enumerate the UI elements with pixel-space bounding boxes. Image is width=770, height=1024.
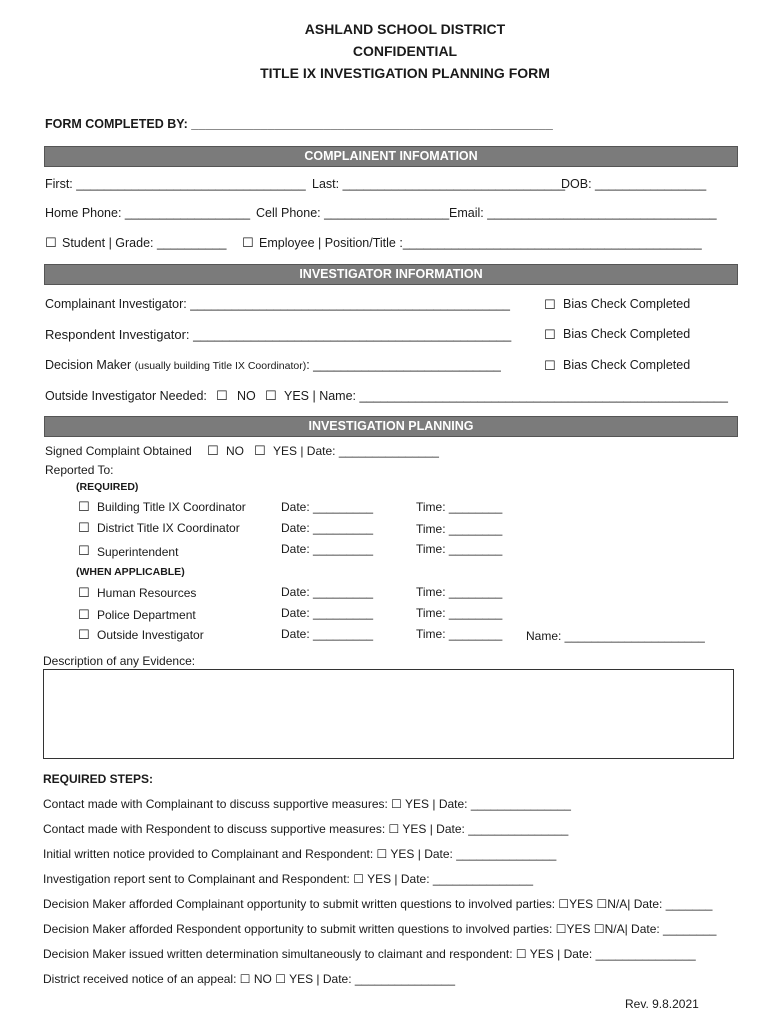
outside-investigator-date[interactable]: Date: _________ xyxy=(281,627,374,641)
step-appeal-notice[interactable]: District received notice of an appeal: ☐ NO ☐ YES | Date: _______________ xyxy=(43,972,455,986)
outside-no-label: NO xyxy=(237,389,256,403)
complainant-section-header: COMPLAINENT INFOMATION xyxy=(44,146,738,167)
employee-position-field[interactable]: Employee | Position/Title :___________________________________________ xyxy=(259,236,702,250)
dob-field[interactable]: DOB: ________________ xyxy=(561,177,707,191)
outside-no-checkbox[interactable]: ☐ xyxy=(216,388,228,403)
when-applicable-label: (WHEN APPLICABLE) xyxy=(76,566,185,578)
district-coordinator-time[interactable]: Time: ________ xyxy=(416,522,503,536)
signed-no-label: NO xyxy=(226,444,244,458)
employee-checkbox[interactable]: ☐ xyxy=(242,235,254,250)
police-department-label: Police Department xyxy=(97,608,196,622)
outside-yes-checkbox[interactable]: ☐ xyxy=(265,388,277,403)
decision-maker-field[interactable] xyxy=(45,358,501,372)
human-resources-checkbox[interactable]: ☐ xyxy=(78,585,90,600)
evidence-text-box[interactable] xyxy=(43,669,734,759)
signed-yes-checkbox[interactable]: ☐ xyxy=(254,443,266,458)
step-respondent-questions[interactable]: Decision Maker afforded Respondent opportunity to submit written questions to involved parties: ☐YES ☐N/A| Date: ________ xyxy=(43,922,717,936)
outside-investigator-label: Outside Investigator Needed: xyxy=(45,389,207,403)
outside-investigator-name[interactable]: Name: _____________________ xyxy=(526,629,705,643)
building-coordinator-date[interactable]: Date: _________ xyxy=(281,500,374,514)
bias-check-label: Bias Check Completed xyxy=(563,358,691,372)
building-coordinator-time[interactable]: Time: ________ xyxy=(416,500,503,514)
signed-date-field[interactable]: YES | Date: _______________ xyxy=(273,444,439,458)
student-checkbox[interactable]: ☐ xyxy=(45,235,57,250)
superintendent-time[interactable]: Time: ________ xyxy=(416,542,503,556)
human-resources-date[interactable]: Date: _________ xyxy=(281,585,374,599)
first-name-field[interactable]: First: _________________________________ xyxy=(45,177,306,191)
form-completed-by-field[interactable]: FORM COMPLETED BY: ____________________________________________________ xyxy=(45,117,553,131)
investigator-section-header: INVESTIGATOR INFORMATION xyxy=(44,264,738,285)
header-district: ASHLAND SCHOOL DISTRICT xyxy=(304,21,506,37)
email-field[interactable]: Email: _________________________________ xyxy=(449,206,717,220)
police-department-date[interactable]: Date: _________ xyxy=(281,606,374,620)
decision-maker-blank[interactable]: : ___________________________ xyxy=(306,358,501,372)
complainant-investigator-field[interactable]: Complainant Investigator: ______________________________________________ xyxy=(45,297,511,311)
superintendent-label: Superintendent xyxy=(97,545,179,559)
bias-check-label: Bias Check Completed xyxy=(563,327,691,341)
outside-investigator-time[interactable]: Time: ________ xyxy=(416,627,503,641)
police-department-time[interactable]: Time: ________ xyxy=(416,606,503,620)
signed-no-checkbox[interactable]: ☐ xyxy=(207,443,219,458)
student-grade-field[interactable]: Student | Grade: __________ xyxy=(62,236,227,250)
superintendent-checkbox[interactable]: ☐ xyxy=(78,543,90,558)
bias-check-respondent-checkbox[interactable]: ☐ xyxy=(544,327,556,342)
respondent-investigator-field[interactable]: Respondent Investigator: ____________________________________________ xyxy=(45,327,512,342)
step-initial-notice[interactable]: Initial written notice provided to Complainant and Respondent: ☐ YES | Date: _______________ xyxy=(43,847,557,861)
bias-check-complainant-checkbox[interactable]: ☐ xyxy=(544,297,556,312)
police-department-checkbox[interactable]: ☐ xyxy=(78,607,90,622)
signed-complaint-label: Signed Complaint Obtained xyxy=(45,444,192,458)
bias-check-decision-maker-checkbox[interactable]: ☐ xyxy=(544,358,556,373)
building-coordinator-label: Building Title IX Coordinator xyxy=(97,500,246,514)
form-title: TITLE IX INVESTIGATION PLANNING FORM xyxy=(260,65,550,81)
header-confidential: CONFIDENTIAL xyxy=(352,43,458,59)
required-label: (REQUIRED) xyxy=(76,481,139,493)
step-contact-complainant[interactable]: Contact made with Complainant to discuss supportive measures: ☐ YES | Date: _______________ xyxy=(43,797,571,811)
step-investigation-report[interactable]: Investigation report sent to Complainant and Respondent: ☐ YES | Date: _______________ xyxy=(43,872,533,886)
step-contact-respondent[interactable]: Contact made with Respondent to discuss supportive measures: ☐ YES | Date: _______________ xyxy=(43,822,569,836)
district-coordinator-checkbox[interactable]: ☐ xyxy=(78,520,90,535)
revision-date: Rev. 9.8.2021 xyxy=(625,997,699,1011)
outside-investigator-row-label: Outside Investigator xyxy=(97,628,204,642)
human-resources-label: Human Resources xyxy=(97,586,197,600)
evidence-label: Description of any Evidence: xyxy=(43,654,196,668)
last-name-field[interactable]: Last: ________________________________ xyxy=(312,177,566,191)
required-steps-heading: REQUIRED STEPS: xyxy=(43,772,154,786)
reported-to-label: Reported To: xyxy=(45,463,114,477)
district-coordinator-label: District Title IX Coordinator xyxy=(97,521,240,535)
step-complainant-questions[interactable]: Decision Maker afforded Complainant opportunity to submit written questions to involved parties: ☐YES ☐N/A| Date: _______ xyxy=(43,897,713,911)
home-phone-field[interactable]: Home Phone: __________________ xyxy=(45,206,251,220)
decision-maker-note: (usually building Title IX Coordinator) xyxy=(134,360,307,372)
bias-check-label: Bias Check Completed xyxy=(563,297,691,311)
outside-investigator-checkbox[interactable]: ☐ xyxy=(78,627,90,642)
building-coordinator-checkbox[interactable]: ☐ xyxy=(78,499,90,514)
step-written-determination[interactable]: Decision Maker issued written determination simultaneously to claimant and respondent: ☐ YES | Date: _______________ xyxy=(43,947,696,961)
outside-yes-name-field[interactable]: YES | Name: _____________________________________________________ xyxy=(284,389,728,403)
cell-phone-field[interactable]: Cell Phone: __________________ xyxy=(256,206,450,220)
human-resources-time[interactable]: Time: ________ xyxy=(416,585,503,599)
superintendent-date[interactable]: Date: _________ xyxy=(281,542,374,556)
decision-maker-label: Decision Maker xyxy=(45,358,135,372)
planning-section-header: INVESTIGATION PLANNING xyxy=(44,416,738,437)
district-coordinator-date[interactable]: Date: _________ xyxy=(281,521,374,535)
